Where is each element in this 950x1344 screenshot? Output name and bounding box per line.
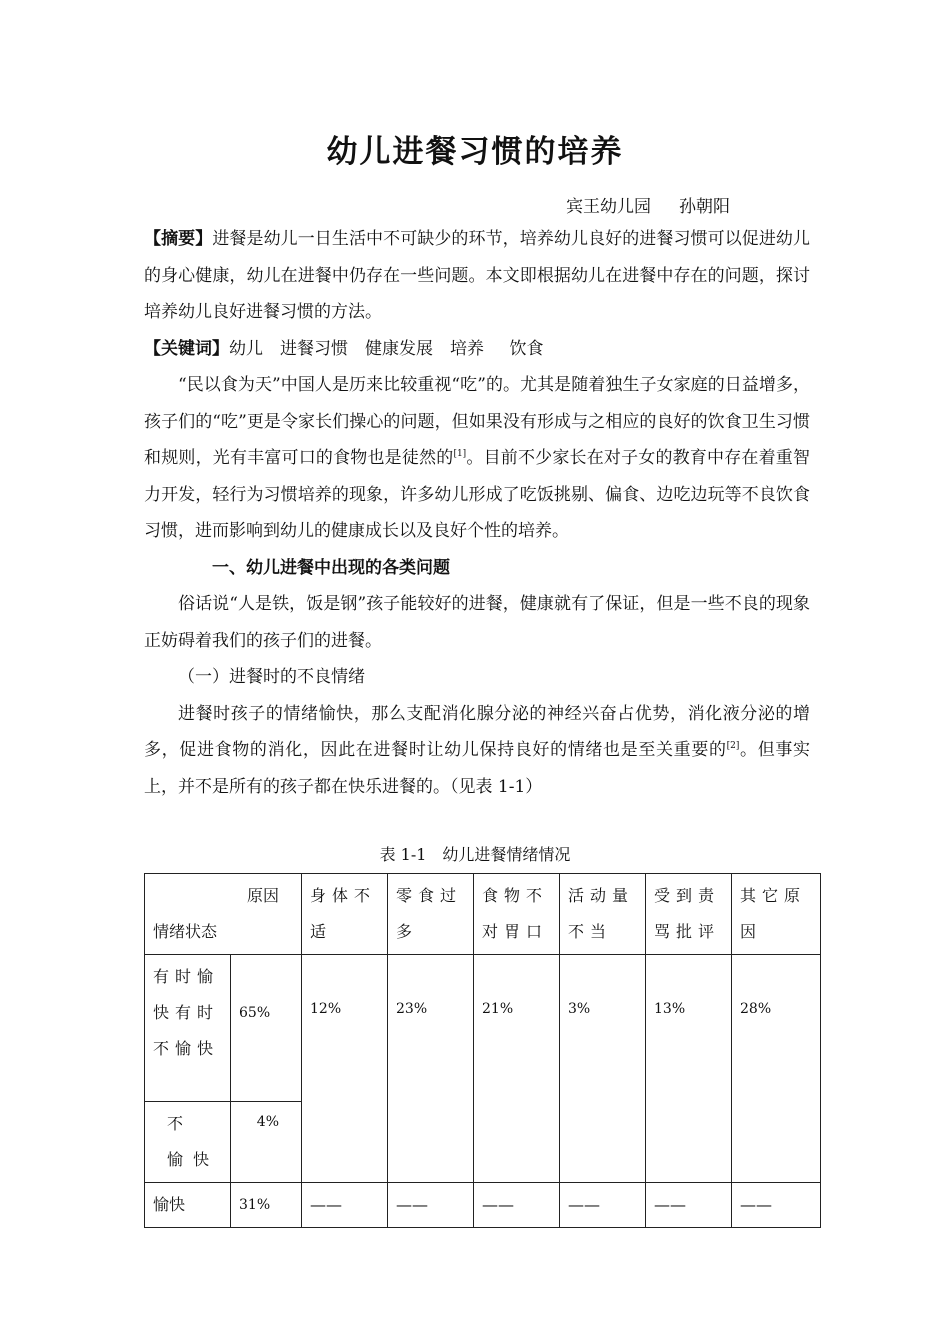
column-header: 其它原因: [732, 874, 821, 955]
intro-paragraph: [144, 367, 810, 550]
author-org: 宾王幼儿园: [566, 197, 651, 217]
keywords: [144, 331, 810, 368]
keyword: 进餐习惯: [280, 338, 348, 359]
column-header: 食物不对胃口: [474, 874, 560, 955]
row-percent: 31%: [231, 1183, 302, 1228]
table-corner-cell: [145, 874, 302, 955]
section-paragraph: 俗话说“人是铁，饭是钢”孩子能较好的进餐，健康就有了保证，但是一些不良的现象正妨碍着我们的孩子们的进餐。: [144, 594, 810, 651]
subsection-heading: （一）进餐时的不良情绪: [178, 667, 365, 687]
table-title: 幼儿进餐情绪情况: [442, 845, 571, 864]
abstract: [144, 221, 810, 331]
author-name: 孙朝阳: [679, 197, 730, 217]
emotion-table: [144, 873, 821, 1228]
citation-ref: [2]: [726, 741, 740, 751]
cause-value: 3%: [560, 955, 646, 1183]
dash-cell: ——: [560, 1183, 646, 1228]
body-text: [144, 221, 810, 805]
row-percent: 65%: [231, 955, 302, 1102]
corner-top-label: 原因: [247, 886, 280, 905]
table-number: 表 1-1: [379, 845, 427, 864]
document-title: 幼儿进餐习惯的培养: [326, 134, 624, 170]
row-label: 有时愉快有时不愉快: [145, 955, 231, 1102]
dash-cell: ——: [388, 1183, 474, 1228]
row-label: 愉快: [145, 1183, 231, 1228]
dash-cell: ——: [474, 1183, 560, 1228]
row-label: 不 愉快: [145, 1102, 231, 1183]
table-row: [145, 955, 821, 1102]
section-heading: 一、幼儿进餐中出现的各类问题: [212, 557, 450, 578]
dash-cell: ——: [302, 1183, 388, 1228]
keyword: 培养: [450, 338, 484, 359]
cause-value: 28%: [732, 955, 821, 1183]
cause-value: 13%: [646, 955, 732, 1183]
subsection-text: 进餐时孩子的情绪愉快，那么支配消化腺分泌的神经兴奋占优势，消化液分泌的增多，促进食物的消化，因此在进餐时让幼儿保持良好的情绪也是至关重要的: [144, 703, 810, 760]
abstract-text: 进餐是幼儿一日生活中不可缺少的环节，培养幼儿良好的进餐习惯可以促进幼儿的身心健康，幼儿在进餐中仍存在一些问题。本文即根据幼儿在进餐中存在的问题，探讨培养幼儿良好进餐习惯的方法。: [144, 229, 811, 322]
keyword: 饮食: [509, 338, 544, 359]
subsection-paragraph: [144, 696, 810, 806]
table-row: [145, 1183, 821, 1228]
subsection-text-continued: 。但事实上，并不是所有的孩子都在快乐进餐的。（见表 1-1）: [144, 740, 811, 797]
intro-text: “民以食为天”中国人是历来比较重视“吃”的。尤其是随着独生子女家庭的日益增多，孩子们的“吃”更是令家长们操心的问题，但如果没有形成与之相应的良好的饮食卫生习惯和规则，光有丰富可口的食物也是徒然的: [144, 375, 810, 468]
column-header: 受到责骂批评: [646, 874, 732, 955]
intro-text-continued: 。目前不少家长在对子女的教育中存在着重智力开发，轻行为习惯培养的现象，许多幼儿形成了吃饭挑剔、偏食、边吃边玩等不良饮食习惯，进而影响到幼儿的健康成长以及良好个性的培养。: [144, 448, 811, 541]
cause-value: 21%: [474, 955, 560, 1183]
corner-bottom-label: 情绪状态: [153, 922, 218, 941]
dash-cell: ——: [646, 1183, 732, 1228]
citation-ref: [1]: [453, 449, 467, 459]
cause-value: 12%: [302, 955, 388, 1183]
table-header-row: [145, 874, 821, 955]
column-header: 零食过多: [388, 874, 474, 955]
author-line: [566, 192, 730, 217]
table-caption: [0, 842, 950, 865]
keywords-label: 【关键词】: [144, 338, 229, 359]
keyword: 健康发展: [365, 338, 433, 359]
keyword: 幼儿: [229, 338, 263, 359]
abstract-label: 【摘要】: [144, 229, 213, 249]
column-header: 身体不适: [302, 874, 388, 955]
cause-value: 23%: [388, 955, 474, 1183]
row-percent: 4%: [231, 1102, 302, 1183]
dash-cell: ——: [732, 1183, 821, 1228]
column-header: 活动量不当: [560, 874, 646, 955]
